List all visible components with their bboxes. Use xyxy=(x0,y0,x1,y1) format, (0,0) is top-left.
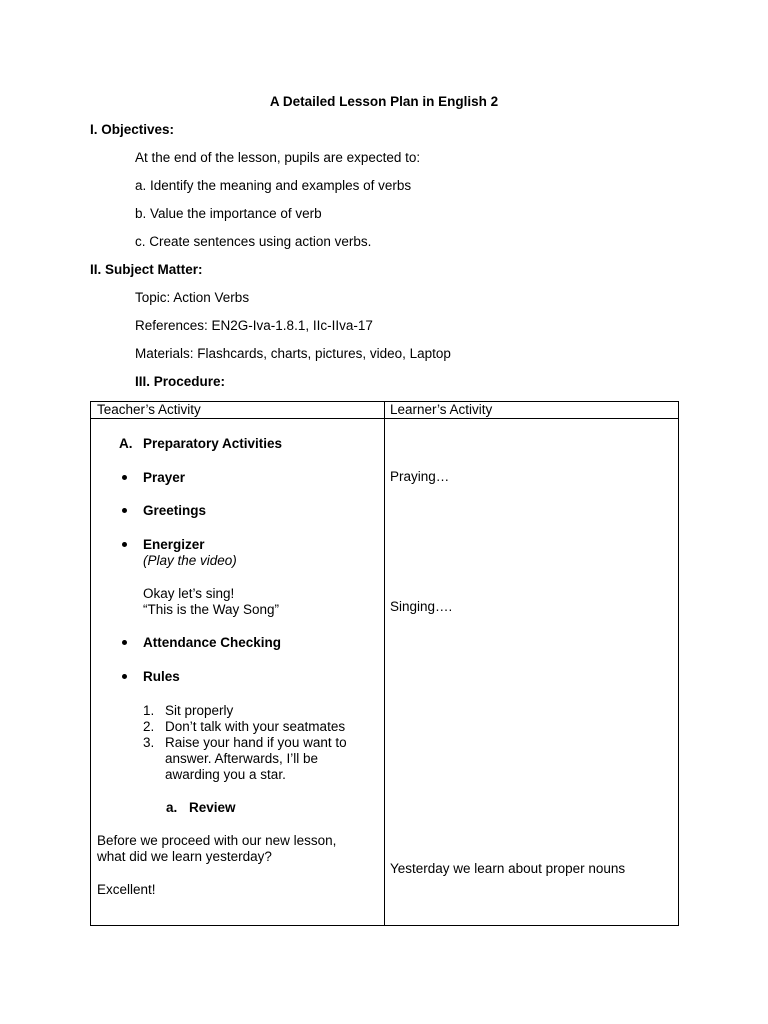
bullet-icon xyxy=(122,542,127,547)
subject-materials: Materials: Flashcards, charts, pictures, video, Laptop xyxy=(135,346,451,361)
objective-item: a. Identify the meaning and examples of verbs xyxy=(135,178,412,193)
subject-topic: Topic: Action Verbs xyxy=(135,290,250,305)
rule-number: 2. xyxy=(143,719,155,734)
section-marker: A. xyxy=(119,436,133,451)
header-teacher-activity: Teacher’s Activity xyxy=(97,402,201,417)
rule-number: 1. xyxy=(143,703,155,718)
review-question-line-2: what did we learn yesterday? xyxy=(97,849,272,864)
learner-praying: Praying… xyxy=(390,469,450,484)
sing-line-1: Okay let’s sing! xyxy=(143,586,235,601)
header-learner-activity: Learner’s Activity xyxy=(390,402,493,417)
item-review: Review xyxy=(189,800,236,815)
rule-text: Raise your hand if you want to xyxy=(165,735,347,750)
objective-item: b. Value the importance of verb xyxy=(135,206,322,221)
bullet-icon xyxy=(122,475,127,480)
review-marker: a. xyxy=(166,800,178,815)
table-column-divider xyxy=(384,402,385,925)
review-question-line-1: Before we proceed with our new lesson, xyxy=(97,833,337,848)
objective-item: c. Create sentences using action verbs. xyxy=(135,234,372,249)
rule-number: 3. xyxy=(143,735,155,750)
rule-text: Sit properly xyxy=(165,703,234,718)
table-header-divider xyxy=(91,418,678,419)
item-greetings: Greetings xyxy=(143,503,207,518)
item-prayer: Prayer xyxy=(143,470,186,485)
energizer-note: (Play the video) xyxy=(143,553,237,568)
learner-answer: Yesterday we learn about proper nouns xyxy=(390,861,626,876)
learner-singing: Singing…. xyxy=(390,599,453,614)
bullet-icon xyxy=(122,508,127,513)
item-attendance: Attendance Checking xyxy=(143,635,282,650)
subject-references: References: EN2G-Iva-1.8.1, IIc-IIva-17 xyxy=(135,318,373,333)
procedure-table xyxy=(90,401,679,926)
item-rules: Rules xyxy=(143,669,180,684)
procedure-heading: III. Procedure: xyxy=(135,374,226,389)
bullet-icon xyxy=(122,640,127,645)
document-title: A Detailed Lesson Plan in English 2 xyxy=(269,94,499,109)
subject-matter-heading: II. Subject Matter: xyxy=(90,262,203,277)
rule-text: answer. Afterwards, I’ll be xyxy=(165,751,319,766)
bullet-icon xyxy=(122,674,127,679)
sing-line-2: “This is the Way Song” xyxy=(143,602,280,617)
rule-text: awarding you a star. xyxy=(165,767,286,782)
rule-text: Don’t talk with your seatmates xyxy=(165,719,346,734)
praise-text: Excellent! xyxy=(97,882,156,897)
objectives-intro: At the end of the lesson, pupils are expected to: xyxy=(135,150,421,165)
objectives-heading: I. Objectives: xyxy=(90,122,175,137)
item-energizer: Energizer xyxy=(143,537,205,552)
section-title: Preparatory Activities xyxy=(143,436,283,451)
